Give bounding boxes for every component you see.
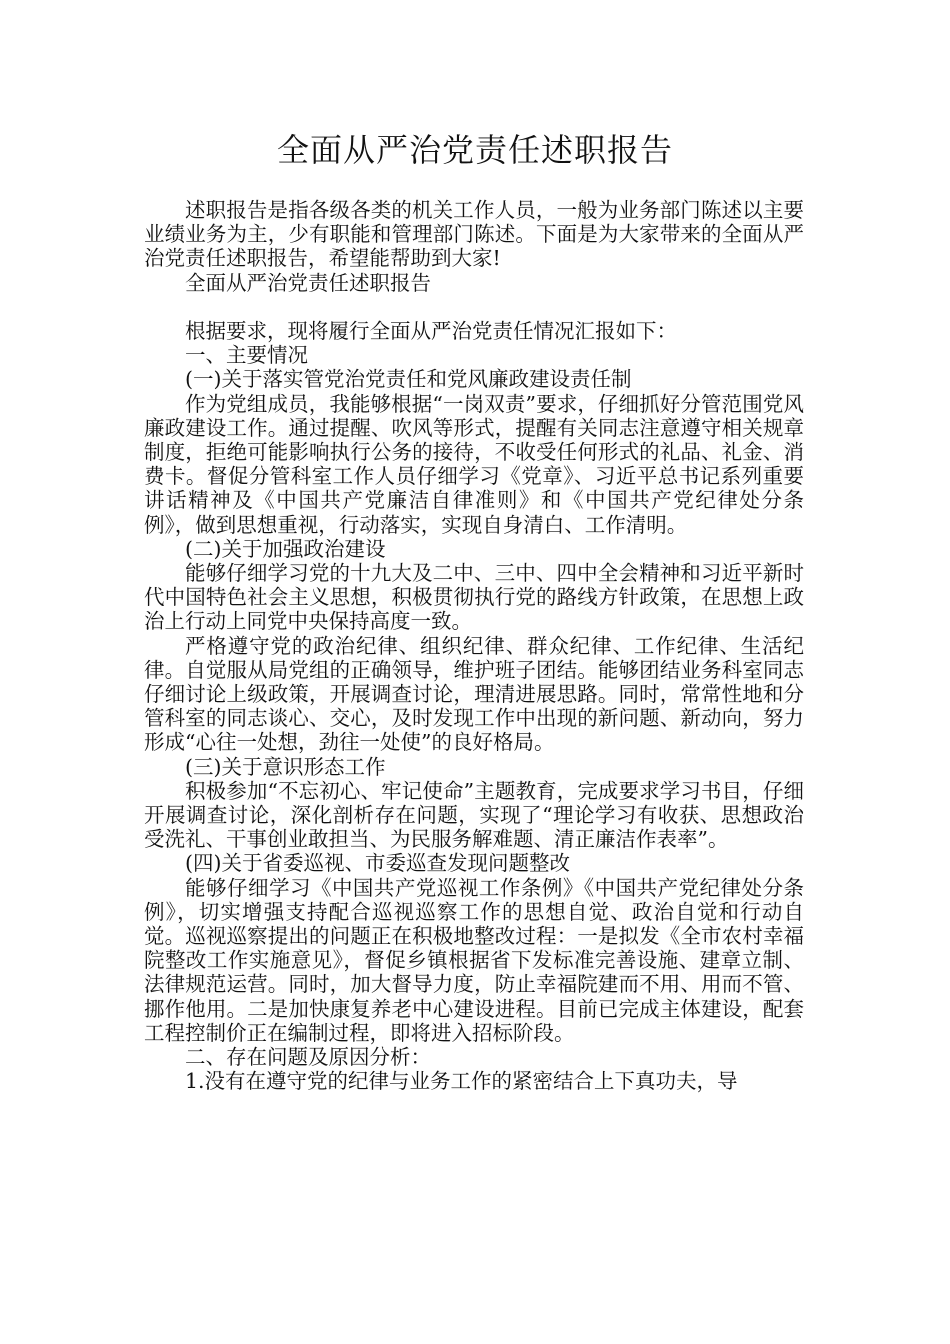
subsection-heading-4: (四)关于省委巡视、市委巡查发现问题整改 [185,851,570,876]
report-subtitle: 全面从严治党责任述职报告 [185,270,431,295]
section-heading-1: 一、主要情况 [185,343,308,368]
subsection-heading-2: (二)关于加强政治建设 [185,536,386,561]
body-paragraph: 能够仔细学习《中国共产党巡视工作条例》《中国共产党纪律处分条例》，切实增强支持配合巡视巡察工作的思想自觉、政治自觉和行动自觉。巡视巡察提出的问题正在积极地整改过程：一是拟发《全市农村幸福院整改工作实施意见》，督促乡镇根据省下发标准完善设施、建章立制、法律规范运营。同时，加大督导力度，防止幸福院建而不用、用而不管、挪作他用。二是加快康复养老中心建设进程。目前已完成主体建设，配套工程控制价正在编制过程，即将进入招标阶段。 [144,875,804,1045]
subsection-heading-1: (一)关于落实管党治党责任和党风廉政建设责任制 [185,367,632,392]
body-paragraph: 能够仔细学习党的十九大及二中、三中、四中全会精神和习近平新时代中国特色社会主义思想，积极贯彻执行党的路线方针政策，在思想上政治上行动上同党中央保持高度一致。 [144,561,804,634]
body-paragraph: 作为党组成员，我能够根据“一岗双责”要求，仔细抓好分管范围党风廉政建设工作。通过提醒、吹风等形式，提醒有关同志注意遵守相关规章制度，拒绝可能影响执行公务的接待，不收受任何形式的礼品、礼金、消费卡。督促分管科室工作人员仔细学习《党章》、习近平总书记系列重要讲话精神及《中国共产党廉洁自律准则》和《中国共产党纪律处分条例》，做到思想重视，行动落实，实现自身清白、工作清明。 [144,391,804,537]
blank-line [144,295,804,319]
opening-paragraph: 根据要求，现将履行全面从严治党责任情况汇报如下： [185,319,677,343]
section-heading-2: 二、存在问题及原因分析： [185,1045,431,1070]
document-title: 全面从严治党责任述职报告 [276,131,673,169]
document-body [144,198,804,1094]
intro-paragraph: 述职报告是指各级各类的机关工作人员，一般为业务部门陈述以主要业绩业务为主，少有职能和管理部门陈述。下面是为大家带来的全面从严治党责任述职报告，希望能帮助到大家! [144,198,804,271]
body-paragraph: 1.没有在遵守党的纪律与业务工作的紧密结合上下真功夫，导 [185,1069,738,1094]
subsection-heading-3: (三)关于意识形态工作 [185,754,386,779]
body-paragraph: 严格遵守党的政治纪律、组织纪律、群众纪律、工作纪律、生活纪律。自觉服从局党组的正确领导，维护班子团结。能够团结业务科室同志仔细讨论上级政策，开展调查讨论，理清进展思路。同时，常常性地和分管科室的同志谈心、交心，及时发现工作中出现的新问题、新动向，努力形成“心往一处想，劲往一处使”的良好格局。 [144,633,804,755]
body-paragraph: 积极参加“不忘初心、牢记使命”主题教育，完成要求学习书目，仔细开展调查讨论，深化剖析存在问题，实现了“理论学习有收获、思想政治受洗礼、干事创业敢担当、为民服务解难题、清正廉洁作表率”。 [144,778,804,852]
